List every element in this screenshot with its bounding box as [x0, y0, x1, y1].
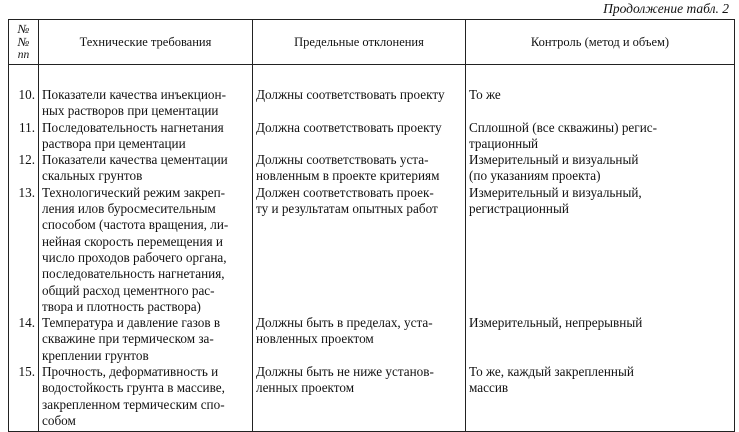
control-cell [466, 364, 735, 432]
deviation-cell-line: Должен соответствовать проек- [256, 184, 434, 200]
requirement-cell [39, 185, 253, 315]
deviation-cell [253, 185, 466, 315]
deviation-cell-line: Должны соответствовать проекту [256, 87, 445, 102]
header-requirements: Технические требования [39, 20, 253, 65]
requirement-cell [39, 315, 253, 364]
requirement-cell-line: ления илов буросмесительным [42, 201, 216, 217]
control-cell [466, 152, 735, 185]
deviation-cell-line: ленных проектом [256, 380, 355, 396]
deviation-cell-line: новленных проектом [256, 331, 374, 347]
deviation-cell [253, 364, 466, 432]
requirement-cell-line: нейная скорость перемещения и [42, 233, 223, 249]
table-body [9, 65, 735, 432]
deviation-cell [253, 120, 466, 153]
control-cell-line: Измерительный, непрерывный [469, 315, 643, 331]
header-number-line2: пп [17, 48, 30, 61]
header-number [9, 20, 39, 65]
requirement-cell-line: твора и плотность раствора) [42, 298, 201, 314]
requirement-cell-line: раствора при цементации [42, 135, 186, 151]
row-number: 14. [9, 315, 39, 364]
control-cell-line: трационный [469, 135, 539, 151]
deviation-cell-line: Должна соответствовать проекту [256, 119, 442, 135]
requirement-cell-line: Показатели качества цементации [42, 152, 228, 168]
control-cell [466, 185, 735, 315]
table-row [9, 315, 735, 364]
requirement-cell-line: водостойкость грунта в массиве, [42, 380, 225, 396]
control-cell-line: Измерительный и визуальный [469, 152, 639, 168]
requirement-cell-line: общий расход цементного рас- [42, 282, 215, 298]
row-number: 12. [9, 152, 39, 185]
requirement-cell [39, 65, 253, 120]
requirement-cell [39, 364, 253, 432]
table-caption: Продолжение табл. 2 [603, 1, 729, 16]
header-deviations: Предельные отклонения [253, 20, 466, 65]
control-cell-line: То же, каждый закрепленный [469, 364, 634, 380]
requirement-cell-line: последовательность нагнетания, [42, 266, 225, 282]
control-cell-line: То же [469, 87, 501, 102]
header-control: Контроль (метод и объем) [466, 20, 735, 65]
control-cell [466, 65, 735, 120]
table-row [9, 65, 735, 120]
deviation-cell [253, 152, 466, 185]
row-number: 11. [9, 120, 39, 153]
table-row [9, 364, 735, 432]
requirement-cell-line: скальных грунтов [42, 168, 143, 184]
requirement-cell-line: Показатели качества инъекцион- [42, 87, 226, 102]
requirement-cell-line: закрепленном термическим спо- [42, 396, 225, 412]
deviation-cell-line: ту и результатам опытных работ [256, 201, 438, 217]
control-cell-line: массив [469, 380, 509, 396]
table-row [9, 120, 735, 153]
requirement-cell-line: Технологический режим закреп- [42, 184, 226, 200]
deviation-cell-line: Должны быть в пределах, уста- [256, 315, 433, 331]
requirement-cell-line: способом (частота вращения, ли- [42, 217, 229, 233]
requirement-cell-line: Последовательность нагнетания [42, 119, 224, 135]
control-cell-line: Измерительный и визуальный, [469, 184, 642, 200]
requirement-cell-line: креплении грунтов [42, 347, 149, 363]
requirement-cell-line: Температура и давление газов в [42, 315, 221, 331]
requirement-cell-line: Прочность, деформативность и [42, 364, 219, 380]
row-number: 10. [9, 65, 39, 120]
deviation-cell-line: новленным в проекте критериям [256, 168, 440, 184]
requirements-table [8, 19, 735, 432]
requirement-cell [39, 152, 253, 185]
requirement-cell-line: число проходов рабочего органа, [42, 249, 227, 265]
requirement-cell [39, 120, 253, 153]
requirement-cell-line: собом [42, 412, 76, 428]
deviation-cell-line: Должны соответствовать уста- [256, 152, 429, 168]
requirement-cell-line: ных растворов при цементации [42, 103, 219, 119]
deviation-cell-line: Должны быть не ниже установ- [256, 364, 434, 380]
table-row [9, 185, 735, 315]
row-number: 15. [9, 364, 39, 432]
control-cell [466, 315, 735, 364]
row-number: 13. [9, 185, 39, 315]
control-cell-line: Сплошной (все скважины) регис- [469, 119, 657, 135]
table-header-row [9, 20, 735, 65]
header-number-line1: №№ [17, 21, 30, 49]
deviation-cell [253, 315, 466, 364]
control-cell-line: (по указаниям проекта) [469, 168, 601, 184]
control-cell-line: регистрационный [469, 201, 569, 217]
requirement-cell-line: скважине при термическом за- [42, 331, 214, 347]
control-cell [466, 120, 735, 153]
deviation-cell [253, 65, 466, 120]
table-row [9, 152, 735, 185]
